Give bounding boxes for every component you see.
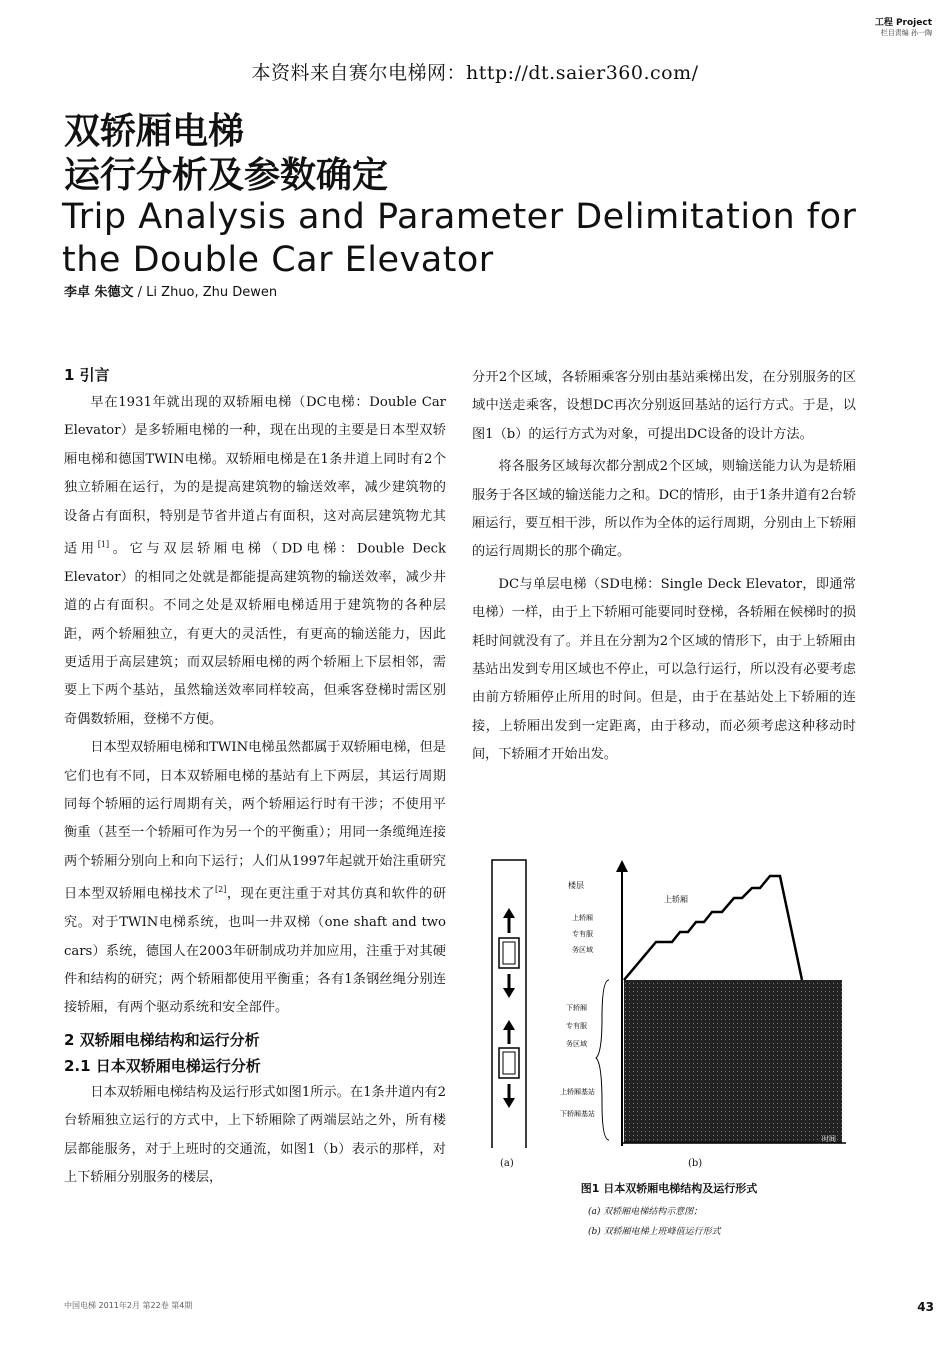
label-upper-zone-3: 务区域 [572,946,593,954]
title-en-line1: Trip Analysis and Parameter Delimitation for [62,197,857,237]
column-label-editor: 栏目责编 孙一陶 [880,29,932,38]
s1-p2-text: 日本型双轿厢电梯和TWIN电梯虽然都属于双轿厢电梯，但是它们也有不同，日本双轿厢电梯的基站有上下两层，其运行周期同每个轿厢的运行周期有关，两个轿厢运行时有干涉；不使用平衡重（甚至一个轿厢可作为另一个的平衡重）；用同一条缆绳连接两个轿厢分别向上和向下运行；人们从1997年起就开始注重研究日本型双轿厢电梯技术了 [64,740,446,902]
figure-caption: 图1 日本双轿厢电梯结构及运行形式 [580,1182,758,1195]
right-paragraph-2: 将各服务区域每次都分割成2个区域，则输送能力认为是轿厢服务于各区域的输送能力之和。DC的情形，由于1条井道有2台轿厢运行，要互相干涉，所以作为全体的运行周期，分别由上下轿厢的运行周期长的那个确定。 [472,459,856,560]
s1-p1-text-b: 。它与双层轿厢电梯（DD电梯：Double Deck Elevator）的相同之处就是都能提高建筑物的输送效率，减少井道的占有面积。不同之处是双轿厢电梯适用于建筑物的各种层距，两个轿厢独立，有更大的灵活性，有更高的输送能力，因此更适用于高层建筑；而双层轿厢电梯的两个轿厢上下层相邻，需要上下两个基站，虽然输送效率同样较高，但乘客登梯时需区别奇偶数轿厢，登梯不方便。 [64,541,447,727]
down-arrow-icon [503,974,515,998]
authors-cn: 李卓 朱德文 [64,285,134,300]
title-cn-line2: 运行分析及参数确定 [64,155,389,196]
label-time: 时间 [822,1135,836,1143]
column-label-title: 工程 Project [874,18,932,28]
down-arrow-icon-lower [503,1084,515,1108]
column-label [875,18,932,38]
figure-subcaptions [588,1202,721,1242]
citation-1: [1] [97,540,110,550]
right-paragraph-1: 分开2个区域，各轿厢乘客分别由基站乘梯出发，在分别服务的区域中送走乘客，设想DC再次分别返回基站的运行方式。于是，以图1（b）的运行方式为对象，可提出DC设备的设计方法。 [472,370,856,442]
left-column [64,364,446,1192]
section-2-1-paragraph: 日本双轿厢电梯结构及运行形式如图1所示。在1条井道内有2台轿厢独立运行的方式中，上下轿厢除了两端层站之外，所有楼层都能服务，对于上班时的交通流，如图1（b）表示的那样，对上下轿厢分别服务的楼层， [64,1084,446,1185]
figure-1 [484,858,854,1169]
label-lower-zone-3: 务区域 [566,1040,587,1048]
label-lower-zone-2: 专有服 [566,1022,587,1030]
up-arrow-icon-lower [503,1020,515,1044]
right-column [472,364,856,770]
figure-sub-a: (a) 双轿厢电梯结构示意图； [588,1207,703,1217]
label-a: (a) [500,1158,514,1169]
source-url: 本资料来自赛尔电梯网：http://dt.saier360.com/ [251,62,699,84]
lower-zone-region [624,980,842,1143]
upper-car-trip-line [624,876,802,980]
s1-p1-text: 早在1931年就出现的双轿厢电梯（DC电梯：Double Car Elevator）是多轿厢电梯的一种，现在出现的主要是日本型双轿厢电梯和德国TWIN电梯。双轿厢电梯是在1条井道上同时有2个独立轿厢在运行，为的是提高建筑物的输送效率，减少建筑物的设备占有面积，特别是节省井道占有面积，这对高层建筑物尤其适用 [64,395,446,557]
right-paragraph-3: DC与单层电梯（SD电梯：Single Deck Elevator，即通常电梯）一样，由于上下轿厢可能要同时登梯，各轿厢在候梯时的损耗时间就没有了。并且在分割为2个区域的情形下，由于上轿厢由基站出发到专用区域也不停止，可以急行运行，所以没有必要考虑由前方轿厢停止所用的时间。但是，由于在基站处上下轿厢的连接，上轿厢出发到一定距离，由于移动，而必须考虑这种移动时间，下轿厢才开始出发。 [472,576,856,763]
section-2-1-heading: 2.1 日本双轿厢电梯运行分析 [64,1056,261,1075]
section-1-paragraph-2 [64,734,446,1022]
label-upper-base: 上轿厢基站 [560,1088,595,1096]
section-1-paragraph-1 [64,389,446,734]
title-en-line2: the Double Car Elevator [62,240,494,280]
label-upper-zone-1: 上轿厢 [572,914,593,922]
label-floor: 楼层 [568,881,584,890]
title-english [62,196,856,282]
section-2-heading: 2 双轿厢电梯结构和运行分析 [64,1030,260,1049]
s1-p2-text-b: ，现在更注重于对其仿真和软件的研究。对于TWIN电梯系统，也叫一井双梯（one shaft and two cars）系统，德国人在2003年研制成功并加应用，注重于对其硬件和结构的研究；两个轿厢都使用平衡重；各有1条钢丝绳分别连接轿厢，有两个驱动系统和安全部件。 [64,886,447,1016]
floor-axis-arrow-icon [616,860,628,872]
footer-journal: 中国电梯 2011年2月 第22卷 第4期 [64,1301,193,1310]
authors-en: / Li Zhuo, Zhu Dewen [133,285,278,300]
figure-1-graphic [484,858,854,1148]
citation-2: [2] [215,885,227,895]
label-upper-car: 上轿厢 [664,895,688,904]
figure-sub-b: (b) 双轿厢电梯上班峰值运行形式 [588,1227,721,1237]
label-lower-zone-1: 下轿厢 [566,1004,587,1012]
page-number: 43 [917,1300,934,1314]
up-arrow-icon [503,908,515,933]
title-chinese [64,110,388,198]
label-b: (b) [688,1158,703,1169]
label-upper-zone-2: 专有服 [572,930,593,938]
authors [64,281,277,300]
title-cn-line1: 双轿厢电梯 [64,111,245,152]
label-lower-base: 下轿厢基站 [560,1110,595,1118]
zone-brace [596,980,609,1140]
section-1-heading: 1 引言 [64,366,110,384]
